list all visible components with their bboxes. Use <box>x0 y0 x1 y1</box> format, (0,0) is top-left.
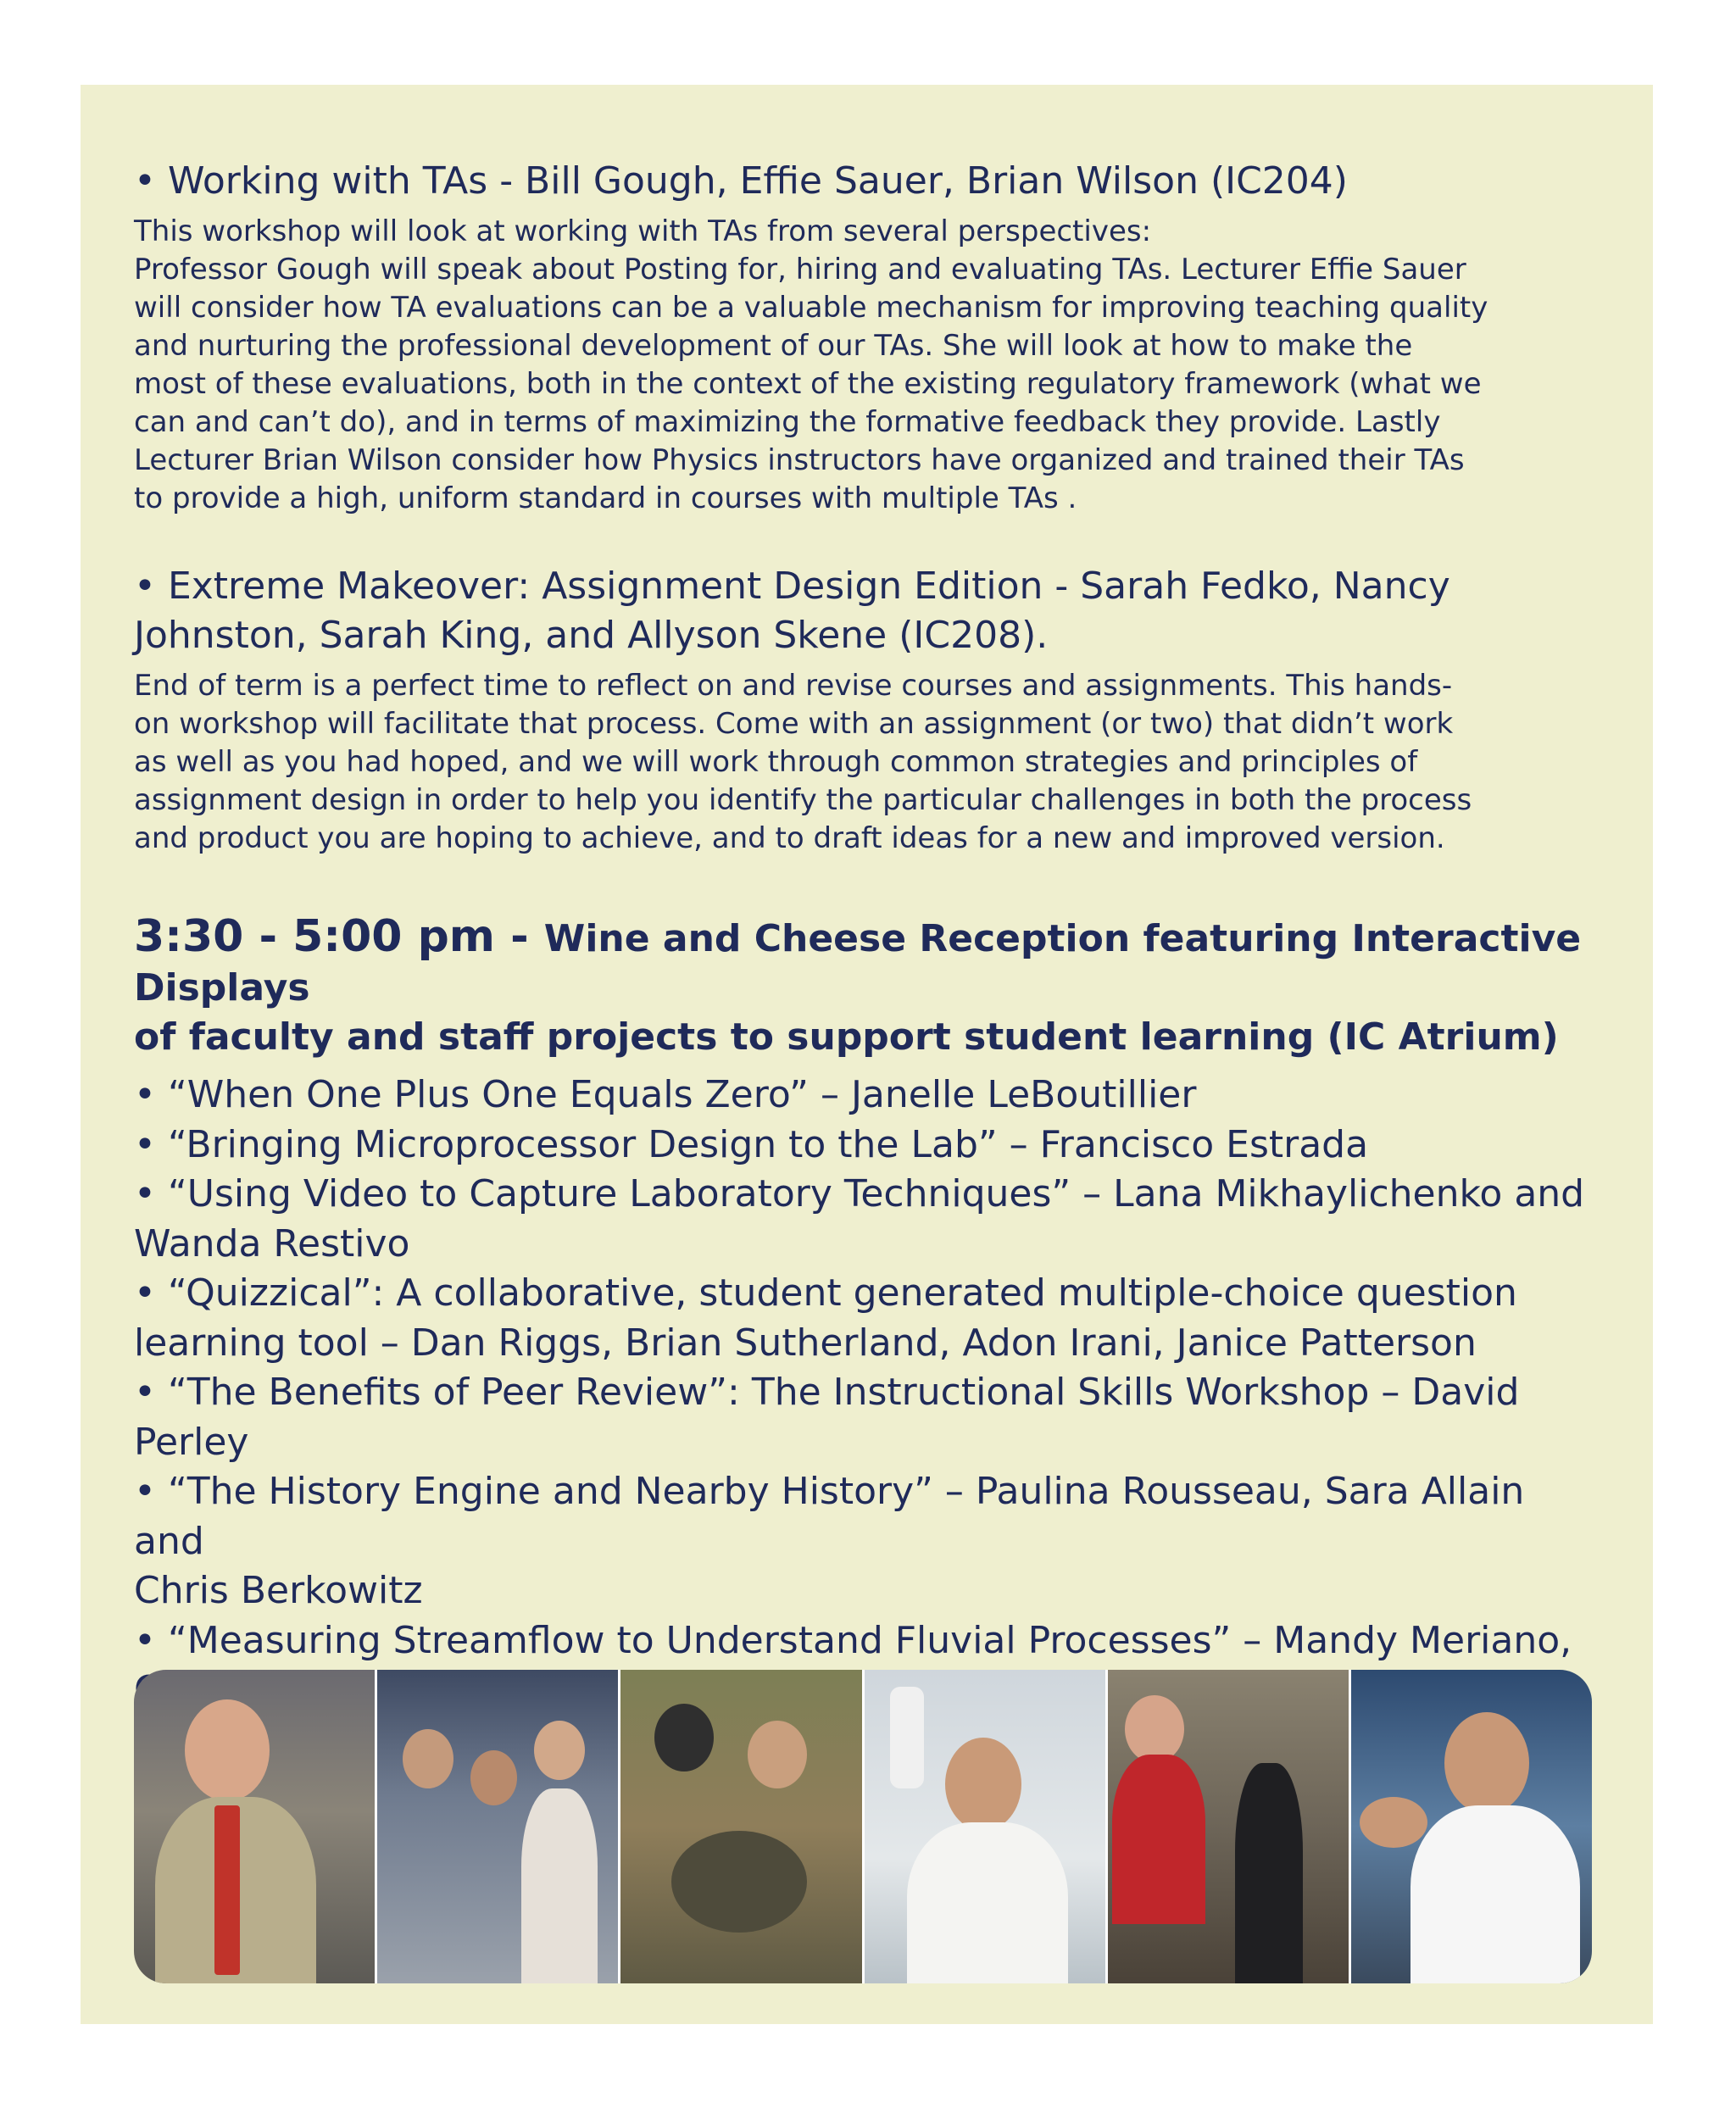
reception-time: 3:30 - 5:00 pm - <box>134 911 544 962</box>
photo-outdoor-group <box>1105 1670 1349 1983</box>
list-item: • “Bringing Microprocessor Design to the Lab” – Francisco Estrada <box>134 1122 1369 1166</box>
content-column <box>134 157 1600 1716</box>
photo-lecturer <box>134 1670 375 1983</box>
content-panel <box>81 85 1653 2024</box>
paragraph-line: as well as you had hoped, and we will work through common strategies and principles of <box>134 745 1418 779</box>
list-item: • “When One Plus One Equals Zero” – Janelle LeBoutillier <box>134 1073 1197 1116</box>
list-item: Wanda Restivo <box>134 1221 410 1265</box>
reception-title-cont: of faculty and staff projects to support student learning (IC Atrium) <box>134 1015 1559 1059</box>
paragraph-line: This workshop will look at working with TAs from several perspectives: <box>134 214 1152 248</box>
photo-field-study <box>618 1670 861 1983</box>
workshop-ta-heading: • Working with TAs - Bill Gough, Effie Sauer, Brian Wilson (IC204) <box>134 159 1348 203</box>
paragraph-line: most of these evaluations, both in the context of the existing regulatory framework (what we <box>134 367 1482 401</box>
list-item: • “The History Engine and Nearby History” – Paulina Rousseau, Sara Allain and <box>134 1470 1525 1563</box>
reception-heading <box>134 912 1600 1062</box>
paragraph-line: assignment design in order to help you identify the particular challenges in both the process <box>134 783 1472 817</box>
photo-strip <box>134 1670 1592 1983</box>
heading-line: Johnston, Sarah King, and Allyson Skene (IC208). <box>134 614 1049 657</box>
reception-title: Wine and Cheese Reception featuring Interactive Displays <box>134 917 1582 1010</box>
paragraph-line: Professor Gough will speak about Posting for, hiring and evaluating TAs. Lecturer Effie Sauer <box>134 253 1466 286</box>
workshop-makeover-description <box>134 667 1600 858</box>
paragraph-line: and product you are hoping to achieve, and to draft ideas for a new and improved version. <box>134 821 1445 855</box>
list-item: • “Measuring Streamflow to Understand Fluvial Processes” – Mandy Meriano, <box>134 1618 1572 1662</box>
paragraph-line: will consider how TA evaluations can be a valuable mechanism for improving teaching quality <box>134 291 1488 325</box>
workshop-makeover-heading <box>134 562 1600 660</box>
photo-classroom <box>375 1670 618 1983</box>
list-item: • “The Benefits of Peer Review”: The Instructional Skills Workshop – David <box>134 1371 1520 1414</box>
list-item: learning tool – Dan Riggs, Brian Sutherland, Adon Irani, Janice Patterson <box>134 1321 1477 1365</box>
display-list <box>134 1071 1600 1716</box>
list-item: Perley <box>134 1420 249 1464</box>
heading-line: • Extreme Makeover: Assignment Design Edition - Sarah Fedko, Nancy <box>134 565 1450 608</box>
paragraph-line: Lecturer Brian Wilson consider how Physics instructors have organized and trained their TAs <box>134 443 1465 477</box>
list-item: • “Using Video to Capture Laboratory Techniques” – Lana Mikhaylichenko and <box>134 1172 1585 1215</box>
list-item: • “Quizzical”: A collaborative, student generated multiple-choice question <box>134 1271 1517 1315</box>
workshop-ta-description <box>134 213 1600 518</box>
paragraph-line: to provide a high, uniform standard in courses with multiple TAs . <box>134 481 1077 515</box>
photo-lab-student <box>862 1670 1105 1983</box>
paragraph-line: End of term is a perfect time to reflect on and revise courses and assignments. This hands- <box>134 669 1453 703</box>
paragraph-line: and nurturing the professional development of our TAs. She will look at how to make the <box>134 329 1413 363</box>
list-item: Chris Berkowitz <box>134 1569 423 1612</box>
photo-presenter <box>1349 1670 1592 1983</box>
paragraph-line: can and can’t do), and in terms of maximizing the formative feedback they provide. Lastly <box>134 405 1441 439</box>
paragraph-line: on workshop will facilitate that process. Come with an assignment (or two) that didn’t work <box>134 707 1454 741</box>
